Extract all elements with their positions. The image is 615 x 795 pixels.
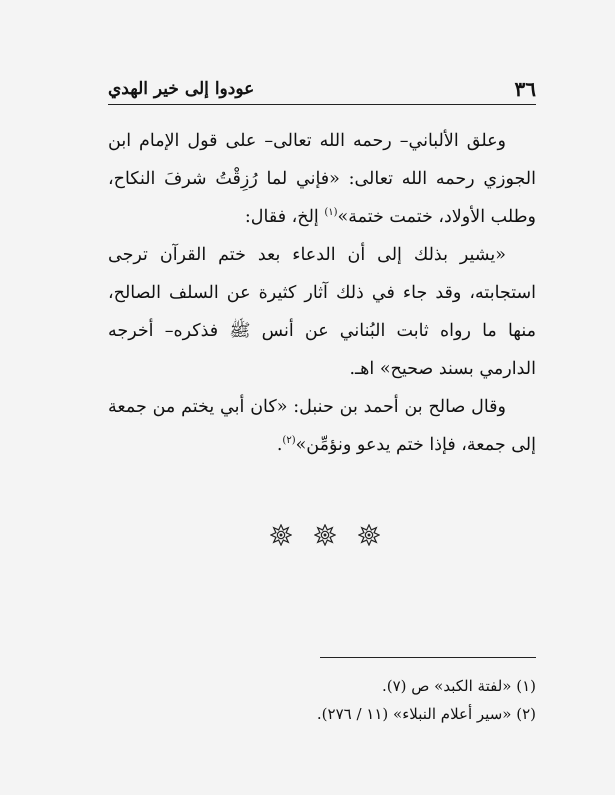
footnote-1: (١) «لفتة الكبد» ص (٧). bbox=[381, 677, 536, 695]
flower-ornament-icon bbox=[314, 524, 336, 546]
paragraph-2-text: «يشير بذلك إلى أن الدعاء بعد ختم القرآن ترجى استجابته، وقد جاء في ذلك آثار كثيرة عن السلف الصالح، منها ما رواه ثابت البُناني عن أنس ﷺ فذكره– أخرجه الدارمي بسند صحيح» اهـ. bbox=[108, 245, 536, 379]
running-title: عودوا إلى خير الهدي bbox=[108, 79, 255, 99]
paragraph-1-tail: إلخ، فقال: bbox=[244, 207, 325, 227]
footnote-2: (٢) «سير أعلام النبلاء» (١١ / ٢٧٦). bbox=[316, 705, 536, 723]
paragraph-3-text: وقال صالح بن أحمد بن حنبل: «كان أبي يختم من جمعة إلى جمعة، فإذا ختم يدعو ونؤمِّن» bbox=[108, 397, 536, 455]
section-divider-ornaments bbox=[270, 522, 380, 548]
page-number: ٣٦ bbox=[514, 77, 536, 101]
paragraph-3 bbox=[108, 388, 536, 464]
flower-ornament-icon bbox=[270, 524, 292, 546]
flower-ornament-icon bbox=[358, 524, 380, 546]
paragraph-1 bbox=[108, 122, 536, 236]
paragraph-2 bbox=[108, 236, 536, 388]
page-header bbox=[108, 76, 536, 102]
paragraph-3-tail: . bbox=[276, 435, 283, 455]
footnotes bbox=[108, 672, 536, 728]
header-divider bbox=[108, 104, 536, 105]
main-text bbox=[108, 122, 536, 464]
footnote-ref-1: (١) bbox=[324, 207, 338, 219]
footnote-divider bbox=[320, 657, 536, 658]
paragraph-1-text: وعلق الألباني– رحمه الله تعالى– على قول الإمام ابن الجوزي رحمه الله تعالى: «فإني لما رُزِقْتُ شرفَ النكاح، وطلب الأولاد، ختمت ختمة» bbox=[108, 131, 536, 227]
footnote-ref-2: (٢) bbox=[282, 435, 296, 447]
